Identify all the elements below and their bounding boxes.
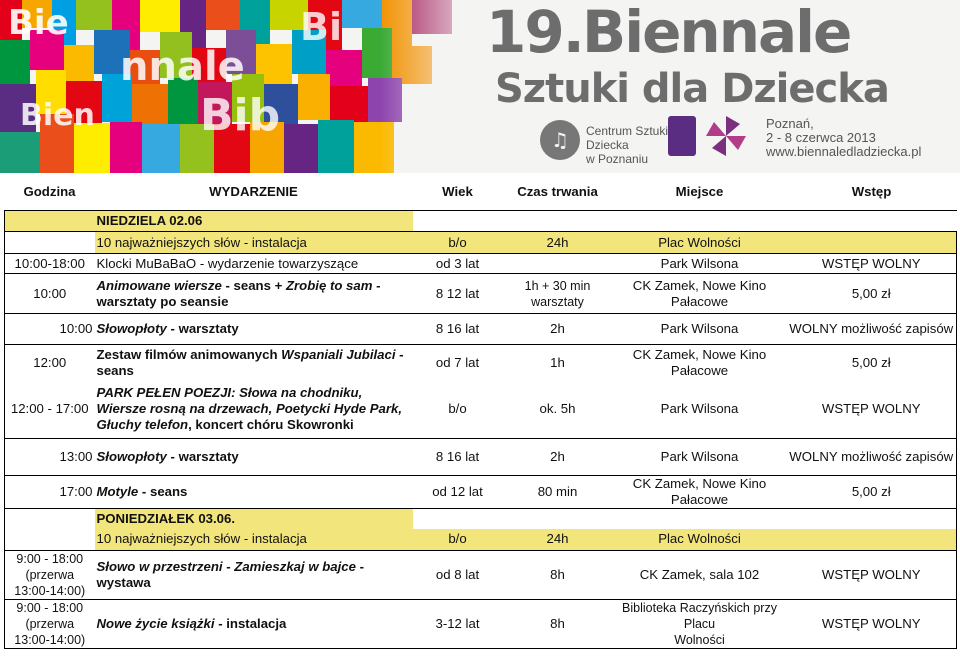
age-cell: b/o: [413, 529, 503, 551]
entry-cell: 5,00 zł: [787, 345, 957, 381]
time-cell: 12:00 - 17:00: [5, 381, 95, 439]
place-cell: Park Wilsona: [660, 449, 739, 464]
header-event: WYDARZENIE: [95, 174, 413, 211]
place-cell: CK Zamek, Nowe Kino Pałacowe: [632, 346, 767, 378]
duration-cell: 1h + 30 min warsztaty: [524, 278, 591, 309]
age-cell: od 12 lat: [432, 484, 483, 499]
time-cell: 10:00-18:00: [5, 254, 95, 274]
biennale-emblem: [668, 116, 696, 156]
table-row: [5, 439, 957, 476]
banner-url[interactable]: www.biennaledladziecka.pl: [766, 144, 922, 159]
pinwheel-icon: [704, 114, 748, 158]
place-cell: Plac Wolności: [613, 529, 787, 551]
svg-text:Bib: Bib: [200, 90, 281, 141]
time-cell: 10:00: [5, 274, 95, 314]
time-cell: 9:00 - 18:00 (przerwa 13:00-14:00): [5, 600, 95, 649]
duration-cell: 8h: [550, 567, 565, 582]
table-row: [5, 254, 957, 274]
table-row: [5, 381, 957, 439]
table-row: [5, 314, 957, 345]
svg-text:Bie: Bie: [8, 3, 69, 43]
event-cell: 10 najważniejszych słów - instalacja: [95, 232, 413, 254]
age-cell: od 8 lat: [435, 567, 480, 582]
time-cell: 12:00: [5, 345, 95, 381]
entry-cell: WSTĘP WOLNY: [787, 381, 957, 439]
table-row: [5, 551, 957, 600]
day-row: [5, 509, 957, 529]
place-cell: Biblioteka Raczyńskich przy Placu Wolności: [622, 601, 777, 647]
table-row: [5, 600, 957, 649]
banner-number: 19.: [486, 0, 583, 66]
header-age: Wiek: [413, 174, 503, 211]
age-cell: 8 16 lat: [435, 321, 480, 336]
duration-cell: 8h: [550, 616, 565, 631]
day-row: [5, 211, 957, 232]
time-cell: 9:00 - 18:00 (przerwa 13:00-14:00): [5, 551, 95, 600]
place-cell: CK Zamek, Nowe Kino Pałacowe: [632, 476, 767, 507]
place-cell: Park Wilsona: [660, 401, 739, 417]
svg-text:Bi: Bi: [300, 5, 342, 49]
duration-cell: 80 min: [537, 484, 578, 499]
place-cell: Park Wilsona: [660, 255, 739, 271]
banner-title-line2: Sztuki dla Dziecka: [495, 66, 889, 112]
event-cell: Zestaw filmów animowanych Wspaniali Jubilaci - seans: [96, 346, 404, 378]
event-banner: [0, 0, 960, 173]
place-cell: Plac Wolności: [613, 232, 787, 254]
event-cell: Słowopłoty - warsztaty: [96, 449, 239, 464]
entry-cell: WSTĘP WOLNY: [787, 551, 957, 600]
event-cell: Animowane wiersze - seans + Zrobię to sam - warsztaty po seansie: [96, 277, 381, 309]
table-row: [5, 476, 957, 509]
svg-text:Bien: Bien: [20, 98, 95, 133]
age-cell: od 7 lat: [435, 354, 480, 370]
header-entry: Wstęp: [787, 174, 957, 211]
duration-cell: 1h: [550, 354, 565, 370]
entry-cell: 5,00 zł: [787, 274, 957, 314]
age-cell: b/o: [448, 401, 467, 417]
place-cell: CK Zamek, sala 102: [639, 567, 760, 582]
event-cell: Nowe życie książki - instalacja: [96, 616, 287, 631]
age-cell: od 3 lat: [435, 255, 480, 271]
table-row: [5, 529, 957, 551]
duration-cell: 2h: [550, 321, 565, 336]
organizer-name-line2: Dziecka: [586, 138, 629, 152]
duration-cell: ok. 5h: [539, 401, 576, 417]
entry-cell: WOLNY możliwość zapisów: [787, 439, 957, 476]
schedule-table: [4, 174, 957, 649]
time-cell: 17:00: [5, 476, 95, 509]
header-duration: Czas trwania: [503, 174, 613, 211]
entry-cell: WSTĘP WOLNY: [787, 254, 957, 274]
duration-cell: 24h: [503, 232, 613, 254]
organizer-logo-icon: ♫: [551, 128, 569, 152]
day-label: PONIEDZIAŁEK 03.06.: [95, 509, 413, 529]
event-cell: Słowo w przestrzeni - Zamieszkaj w bajce - wystawa: [96, 559, 365, 590]
duration-cell: 2h: [550, 449, 565, 464]
banner-dates: 2 - 8 czerwca 2013: [766, 130, 876, 145]
age-cell: b/o: [413, 232, 503, 254]
duration-cell: 24h: [503, 529, 613, 551]
table-row: [5, 274, 957, 314]
organizer-name-line1: Centrum Sztuki: [586, 124, 669, 138]
event-cell: Słowopłoty - warsztaty: [96, 321, 239, 336]
organizer-name-line3: w Poznaniu: [586, 152, 649, 166]
banner-title-line1: Biennale: [582, 0, 851, 66]
svg-text:nnale: nnale: [120, 44, 245, 90]
entry-cell: 5,00 zł: [787, 476, 957, 509]
entry-cell: WOLNY możliwość zapisów: [787, 314, 957, 345]
time-cell: 10:00: [5, 314, 95, 345]
age-cell: 8 12 lat: [435, 285, 480, 301]
table-header-row: [5, 174, 957, 211]
event-cell: Motyle - seans: [96, 484, 188, 499]
event-cell: PARK PEŁEN POEZJI: Słowa na chodniku, Wiersze rosną na drzewach, Poetycki Hyde Park, Głuchy telefon, koncert chóru Skowronki: [96, 385, 403, 433]
table-row: [5, 232, 957, 254]
organizer-logo: [540, 120, 580, 160]
banner-city: Poznań,: [766, 116, 814, 131]
age-cell: 8 16 lat: [435, 449, 480, 464]
place-cell: Park Wilsona: [660, 321, 739, 336]
event-cell: Klocki MuBaBaO - wydarzenie towarzyszące: [96, 255, 359, 271]
time-cell: 13:00: [5, 439, 95, 476]
entry-cell: WSTĘP WOLNY: [787, 600, 957, 649]
age-cell: 3-12 lat: [435, 616, 480, 631]
table-row: [5, 345, 957, 381]
day-label: NIEDZIELA 02.06: [95, 211, 413, 232]
header-time: Godzina: [5, 174, 95, 211]
place-cell: CK Zamek, Nowe Kino Pałacowe: [632, 277, 767, 309]
header-place: Miejsce: [613, 174, 787, 211]
event-cell: 10 najważniejszych słów - instalacja: [95, 529, 413, 551]
